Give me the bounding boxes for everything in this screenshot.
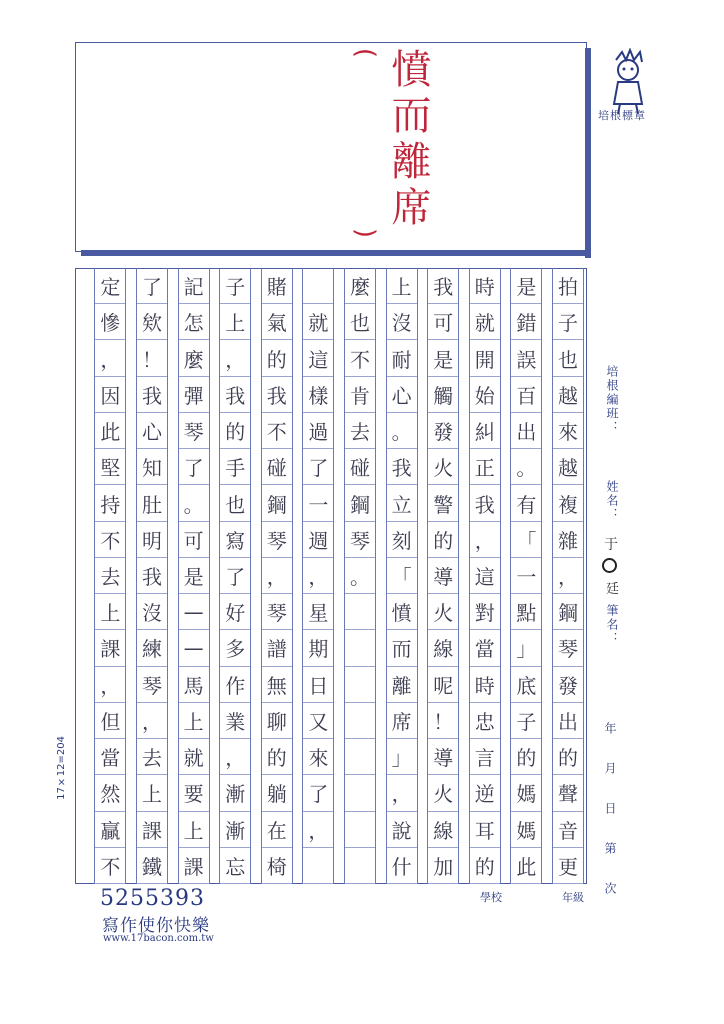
grid-cell: 就 [303, 304, 333, 340]
grid-cell: 氣 [262, 304, 292, 340]
grid-cell: 期 [303, 630, 333, 666]
grid-cell: 有 [511, 485, 541, 521]
grid-cell: 去 [95, 558, 125, 594]
grid-cell: 可 [428, 304, 458, 340]
grid-cell: 心 [137, 413, 167, 449]
grid-cell: 漸 [220, 812, 250, 848]
grid-cell: 發 [553, 667, 583, 703]
grid-cell: 是 [179, 558, 209, 594]
grid-cell: 點 [511, 594, 541, 630]
grid-cell: 說 [387, 812, 417, 848]
footer-slogan: 寫作使你快樂 [102, 916, 210, 936]
grid-cell: 更 [553, 848, 583, 884]
grid-cell: 多 [220, 630, 250, 666]
grid-cell: 又 [303, 703, 333, 739]
grid-cell: 鐵 [137, 848, 167, 884]
grid-cell: 線 [428, 812, 458, 848]
grid-cell: 碰 [262, 449, 292, 485]
grid-column [386, 268, 418, 884]
grid-cell: 好 [220, 594, 250, 630]
grid-cell: 琴 [179, 413, 209, 449]
grid-cell: 怎 [179, 304, 209, 340]
grid-cell: 這 [303, 340, 333, 376]
grid-cell: 不 [95, 848, 125, 884]
grid-cell: 肚 [137, 485, 167, 521]
grid-cell: 錯 [511, 304, 541, 340]
grid-size-label: 17×12=204 [56, 736, 67, 800]
grid-cell: 課 [137, 812, 167, 848]
grid-cell: 麼 [345, 268, 375, 304]
grid-cell: 週 [303, 522, 333, 558]
grid-column [552, 268, 584, 884]
grid-cell: 椅 [262, 848, 292, 884]
grid-cell: 加 [428, 848, 458, 884]
grid-cell [345, 812, 375, 848]
grid-cell: 對 [470, 594, 500, 630]
grid-cell: 的 [511, 739, 541, 775]
grid-cell: 耐 [387, 340, 417, 376]
grid-cell: 也 [553, 340, 583, 376]
grid-cell: 媽 [511, 812, 541, 848]
grid-cell: 忘 [220, 848, 250, 884]
grid-cell: 出 [511, 413, 541, 449]
grid-cell: 發 [428, 413, 458, 449]
grid-cell: 樣 [303, 377, 333, 413]
grid-cell: 我 [137, 558, 167, 594]
grid-cell: 導 [428, 558, 458, 594]
grid-cell: 出 [553, 703, 583, 739]
grid-cell: 碰 [345, 449, 375, 485]
name-label: 姓名： [605, 480, 619, 522]
grid-cell: 星 [303, 594, 333, 630]
grid-cell: 上 [387, 268, 417, 304]
grid-cell: ， [303, 812, 333, 848]
grid-cell: 。 [511, 449, 541, 485]
grid-cell: ， [220, 739, 250, 775]
grid-cell: 就 [470, 304, 500, 340]
grid-cell: 此 [511, 848, 541, 884]
grid-cell: 。 [345, 558, 375, 594]
grid-cell: 持 [95, 485, 125, 521]
grid-cell: 我 [262, 377, 292, 413]
pen-name-label: 筆名： [605, 604, 619, 646]
grid-column [427, 268, 459, 884]
school-label: 學校 [480, 891, 502, 904]
essay-title: 憤而離席 [385, 48, 431, 232]
grid-cell: 憤 [387, 594, 417, 630]
class-label: 培根編班： [605, 365, 619, 435]
grid-cell: 。 [387, 413, 417, 449]
grid-cell: 馬 [179, 667, 209, 703]
grid-cell: 呢 [428, 667, 458, 703]
logo-label: 培根標章 [598, 109, 646, 122]
grid-cell: 越 [553, 377, 583, 413]
grid-cell: 也 [220, 485, 250, 521]
grid-cell: 的 [470, 848, 500, 884]
title-paren-open: ( [350, 47, 381, 59]
grid-cell: — [179, 594, 209, 630]
grid-cell: 不 [345, 340, 375, 376]
grid-cell: 了 [220, 558, 250, 594]
grid-cell: 糾 [470, 413, 500, 449]
grid-cell: 音 [553, 812, 583, 848]
grid-cell [345, 630, 375, 666]
grid-cell: 定 [95, 268, 125, 304]
grid-cell: 課 [179, 848, 209, 884]
grid-cell: 我 [387, 449, 417, 485]
grid-cell: 鋼 [345, 485, 375, 521]
grid-cell: 可 [179, 522, 209, 558]
grid-cell: ！ [137, 340, 167, 376]
grid-cell: 正 [470, 449, 500, 485]
grid-cell: ， [553, 558, 583, 594]
grid-cell: 欸 [137, 304, 167, 340]
grid-cell: ， [95, 340, 125, 376]
grid-cell: 誤 [511, 340, 541, 376]
grid-cell [345, 775, 375, 811]
grid-cell: 贏 [95, 812, 125, 848]
grid-cell: 作 [220, 667, 250, 703]
grid-cell: 知 [137, 449, 167, 485]
grid-cell: 複 [553, 485, 583, 521]
grid-cell: 越 [553, 449, 583, 485]
grid-cell: 琴 [262, 522, 292, 558]
grid-cell: 的 [428, 522, 458, 558]
grid-cell: 而 [387, 630, 417, 666]
grid-cell: 不 [262, 413, 292, 449]
grid-cell: ， [137, 703, 167, 739]
grid-cell: 上 [220, 304, 250, 340]
grid-column [219, 268, 251, 884]
grid-cell: 肯 [345, 377, 375, 413]
grid-cell: ！ [428, 703, 458, 739]
footer-url: www.17bacon.com.tw [103, 933, 214, 944]
grid-cell: — [179, 630, 209, 666]
grid-cell: 離 [387, 667, 417, 703]
grid-cell: 底 [511, 667, 541, 703]
grid-cell: 琴 [262, 594, 292, 630]
grid-cell [303, 848, 333, 884]
grid-cell: ， [95, 667, 125, 703]
grid-cell: 也 [345, 304, 375, 340]
grid-cell [345, 667, 375, 703]
grid-cell: 「 [511, 522, 541, 558]
grid-cell: 上 [179, 812, 209, 848]
grid-cell: 子 [553, 304, 583, 340]
grid-cell: 當 [95, 739, 125, 775]
grid-cell: 火 [428, 594, 458, 630]
grid-cell: 雜 [553, 522, 583, 558]
grid-cell: 立 [387, 485, 417, 521]
grid-cell: 在 [262, 812, 292, 848]
grid-cell: 火 [428, 775, 458, 811]
grid-cell: 業 [220, 703, 250, 739]
grid-cell: 堅 [95, 449, 125, 485]
grid-cell: 了 [303, 775, 333, 811]
grid-cell: 一 [303, 485, 333, 521]
grid-cell: 彈 [179, 377, 209, 413]
grid-cell: 因 [95, 377, 125, 413]
grid-cell: 的 [220, 413, 250, 449]
grid-cell: 拍 [553, 268, 583, 304]
grid-column [261, 268, 293, 884]
grid-cell: 。 [179, 485, 209, 521]
grid-cell: 沒 [137, 594, 167, 630]
grid-cell: 漸 [220, 775, 250, 811]
grid-cell: 上 [95, 594, 125, 630]
title-box [75, 42, 587, 252]
grid-cell: 但 [95, 703, 125, 739]
grid-column [136, 268, 168, 884]
grid-cell: 明 [137, 522, 167, 558]
grid-cell: 日 [303, 667, 333, 703]
grid-cell: 一 [511, 558, 541, 594]
grid-cell: 線 [428, 630, 458, 666]
grid-cell: 當 [470, 630, 500, 666]
grid-cell: 上 [179, 703, 209, 739]
grid-cell: 記 [179, 268, 209, 304]
grid-cell: 琴 [137, 667, 167, 703]
grid-cell: 然 [95, 775, 125, 811]
grid-cell: 琴 [345, 522, 375, 558]
grid-cell: ， [262, 558, 292, 594]
grid-cell: 」 [387, 739, 417, 775]
grid-cell: 課 [95, 630, 125, 666]
grid-column [469, 268, 501, 884]
grid-cell: 導 [428, 739, 458, 775]
grid-cell: 刻 [387, 522, 417, 558]
grid-cell: 心 [387, 377, 417, 413]
grid-cell: ， [387, 775, 417, 811]
grid-cell: 我 [220, 377, 250, 413]
grid-cell: 鋼 [262, 485, 292, 521]
grid-cell: 始 [470, 377, 500, 413]
grid-column [302, 268, 334, 884]
grid-cell: 觸 [428, 377, 458, 413]
grid-cell: 警 [428, 485, 458, 521]
grid-cell [345, 703, 375, 739]
grid-cell: 了 [303, 449, 333, 485]
grid-cell: 時 [470, 268, 500, 304]
grid-cell: 躺 [262, 775, 292, 811]
title-box-shadow-bottom [81, 250, 591, 256]
grid-cell: 時 [470, 667, 500, 703]
grid-cell: 聊 [262, 703, 292, 739]
grid-cell: 了 [179, 449, 209, 485]
grid-cell: 耳 [470, 812, 500, 848]
grid-column [178, 268, 210, 884]
grid-cell: 什 [387, 848, 417, 884]
grid-cell: 忠 [470, 703, 500, 739]
grid-cell: 的 [262, 340, 292, 376]
grid-cell: 言 [470, 739, 500, 775]
grade-label: 年級 [562, 891, 584, 904]
grid-cell [345, 848, 375, 884]
grid-cell: 子 [511, 703, 541, 739]
grid-cell [345, 594, 375, 630]
grid-cell: ， [303, 558, 333, 594]
grid-cell: 的 [553, 739, 583, 775]
date-label: 年月日第次 [603, 722, 617, 922]
grid-cell: 逆 [470, 775, 500, 811]
grid-cell: 我 [137, 377, 167, 413]
grid-cell: 子 [220, 268, 250, 304]
grid-cell: 上 [137, 775, 167, 811]
grid-cell: 去 [137, 739, 167, 775]
grid-cell: 媽 [511, 775, 541, 811]
grid-cell: 是 [428, 340, 458, 376]
grid-column [510, 268, 542, 884]
grid-cell: 練 [137, 630, 167, 666]
grid-cell: 沒 [387, 304, 417, 340]
grid-cell: 的 [262, 739, 292, 775]
grid-cell: 寫 [220, 522, 250, 558]
grid-cell: 百 [511, 377, 541, 413]
grid-cell: 麼 [179, 340, 209, 376]
grid-column [344, 268, 376, 884]
name-value-suffix: 廷 [606, 582, 620, 597]
grid-cell: 是 [511, 268, 541, 304]
grid-cell: 不 [95, 522, 125, 558]
title-box-shadow [585, 48, 591, 258]
grid-cell: 無 [262, 667, 292, 703]
grid-cell [303, 268, 333, 304]
name-value-prefix: 于 [604, 537, 618, 553]
grid-cell: 來 [553, 413, 583, 449]
grid-cell: 「 [387, 558, 417, 594]
grid-cell: 琴 [553, 630, 583, 666]
grid-cell: 我 [470, 485, 500, 521]
grid-cell: 手 [220, 449, 250, 485]
grid-cell: 這 [470, 558, 500, 594]
grid-cell: ， [470, 522, 500, 558]
grid-cell [345, 739, 375, 775]
grid-cell: 了 [137, 268, 167, 304]
grid-cell: 譜 [262, 630, 292, 666]
grid-cell: 此 [95, 413, 125, 449]
grid-cell: 要 [179, 775, 209, 811]
grid-cell: 來 [303, 739, 333, 775]
footer-code: 5255393 [100, 886, 205, 911]
grid-cell: 過 [303, 413, 333, 449]
grid-cell: 慘 [95, 304, 125, 340]
grid-cell: 」 [511, 630, 541, 666]
name-redaction-circle [602, 558, 617, 573]
grid-cell: 聲 [553, 775, 583, 811]
grid-cell: 鋼 [553, 594, 583, 630]
grid-cell: ， [220, 340, 250, 376]
grid-cell: 賭 [262, 268, 292, 304]
grid-cell: 火 [428, 449, 458, 485]
grid-cell: 就 [179, 739, 209, 775]
grid-cell: 去 [345, 413, 375, 449]
grid-cell: 我 [428, 268, 458, 304]
grid-cell: 席 [387, 703, 417, 739]
grid-column [94, 268, 126, 884]
grid-cell: 開 [470, 340, 500, 376]
title-paren-close: ) [350, 227, 381, 239]
